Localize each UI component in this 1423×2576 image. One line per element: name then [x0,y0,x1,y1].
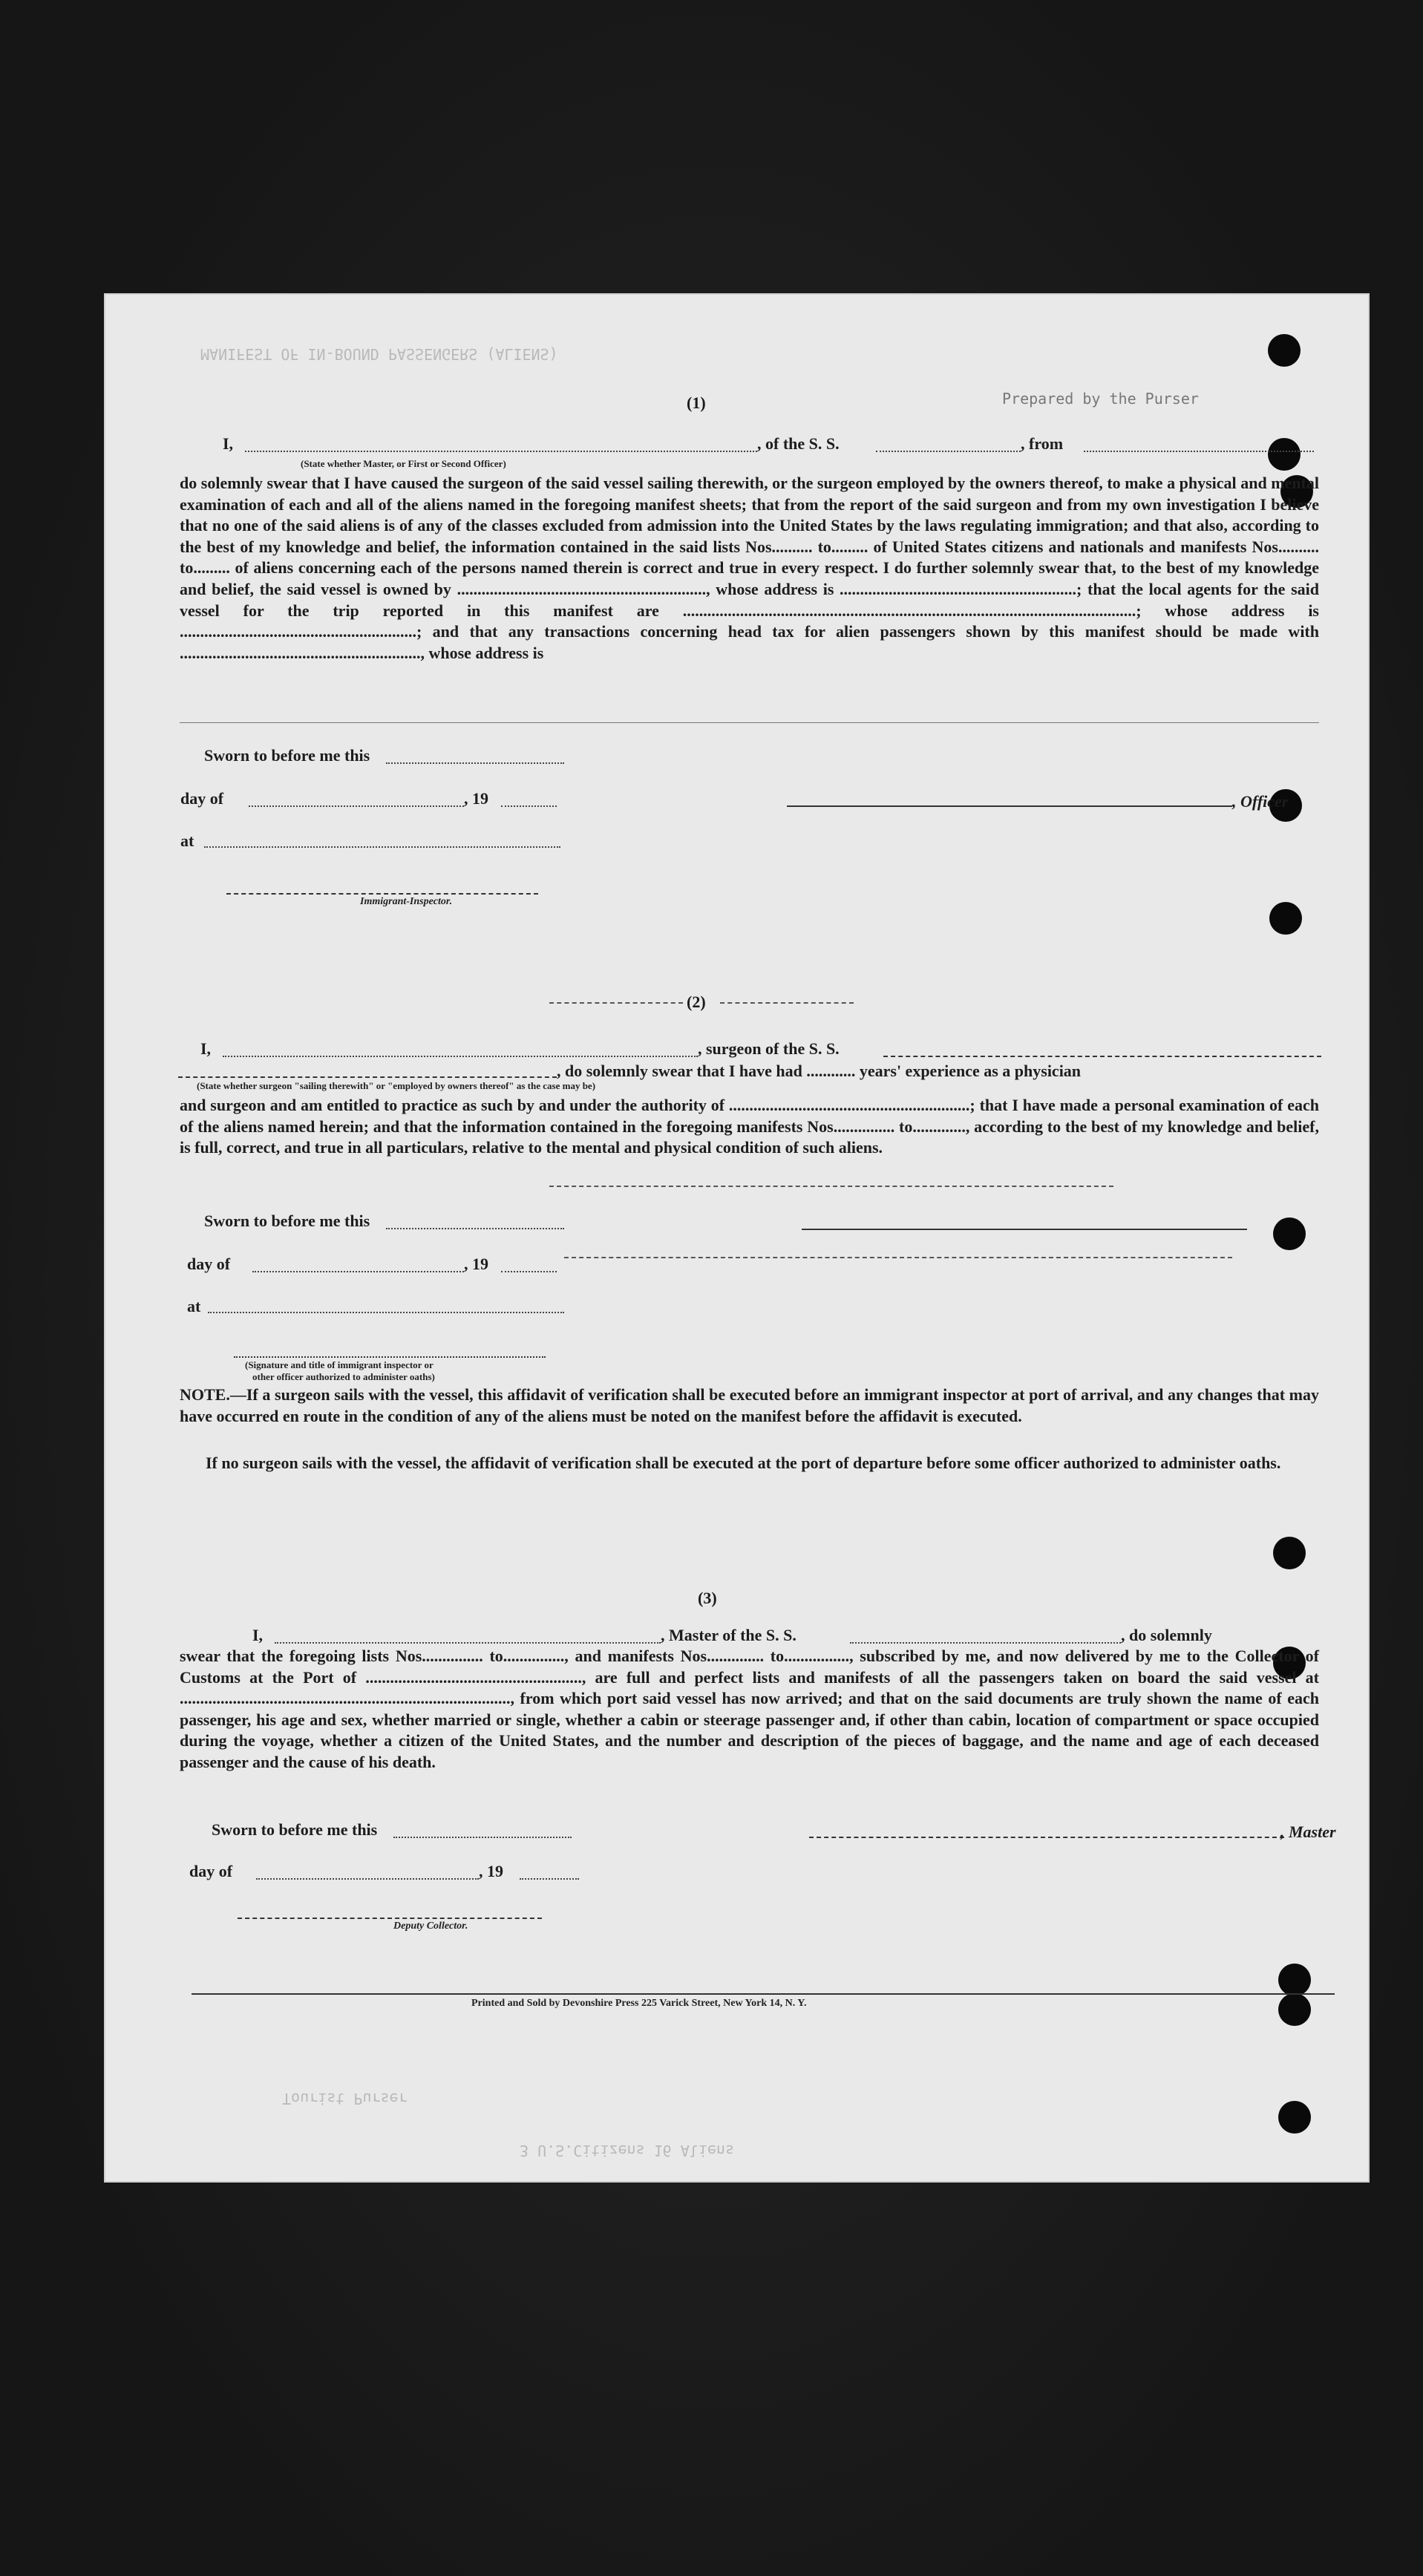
master-affidavit-of-ss: , of the S. S. [757,434,840,453]
sworn-label: Sworn to before me this [204,746,370,765]
collector-sworn-label: Sworn to before me this [212,1820,378,1839]
master-affidavit-i: I, [223,434,234,453]
bleed-through-count: 3 U.S.Citizens 16 Aliens [520,2142,734,2160]
collector-signature-line [238,1918,542,1919]
collector-day-blank [256,1878,479,1880]
bleed-through-tourist-purser: Tourist Purser [282,2090,408,2108]
section-number-2: (2) [687,993,706,1011]
year-blank [501,805,557,807]
surgeon-day-of-label: day of [187,1255,231,1273]
collector-label: Deputy Collector. [393,1920,468,1932]
collector-affidavit-body: swear that the foregoing lists Nos............... to..............., and manifests Nos.............. to................, subscribed by me, and now delivered by me to the Collector of Customs at the Port of ....................................................., are full and perfect lists and manifests of all the passengers taken on board the said vessel at ................................................................................., from which port said vessel has now arrived; and that on the said documents are truly shown the name of each passenger, his age and sex, whether married or single, whether a cabin or steerage passenger and, if other than cabin, location of compartment or space occupied during the voyage, whether a citizen of the United States, and the number and description of the pieces of baggage, and the name and age of each deceased passenger and the cause of his death. [180,1647,1319,1771]
name-blank [245,451,757,452]
punch-hole [1268,334,1301,367]
punch-hole [1273,1217,1306,1250]
surgeon-name-blank [223,1056,698,1057]
section-2-rule-right [720,1002,854,1004]
punch-hole [1268,438,1301,471]
collector-name-blank [275,1642,661,1644]
master-label: , Master [1280,1823,1336,1841]
collector-year-blank [520,1878,579,1880]
at-blank [204,846,560,848]
collector-swear: , do solemnly [1121,1626,1212,1644]
surgeon-note: NOTE.—If a surgeon sails with the vessel, this affidavit of verification shall be executed before an immigrant inspector at port of arrival, and any changes that may have occurred en route in the condition of any of the aliens must be noted on the manifest before the affidavit is executed. [180,1385,1319,1425]
surgeon-sworn-blank [386,1228,564,1229]
surgeon-year-label: , 19 [464,1255,488,1273]
bleed-through-purser: Prepared by the Purser [1002,390,1199,408]
surgeon-sig-caption-1: (Signature and title of immigrant inspector or [245,1359,434,1370]
surgeon-swear: , do solemnly swear that I have had ............ years' experience as a physician [557,1062,1082,1080]
master-affidavit-body: do solemnly swear that I have caused the surgeon of the said vessel sailing therewith, or the surgeon employed by the owners thereof, to make a physical and mental examination of each and all of the aliens named in the foregoing manifest sheets; that from the report of the said surgeon and from my own investigation I believe that no one of the said aliens is of any of the classes excluded from admission into the United States by the laws regulating immigration; and that also, according to the best of my knowledge and belief, the information contained in the said lists Nos.......... to......... of United States citizens and nationals and manifests Nos.......... to......... of aliens concerning each of the persons named therein is correct and true in every respect. I do further solemnly swear that, to the best of my knowledge and belief, the said vessel is owned by ............................................................., whose address is ..........................................................; that the local agents for the said vessel for the trip reported in this manifest are ...............................................................................................................; whose address is ..........................................................; and that any transactions concerning head tax for alien passengers shown by this manifest should be made with ..........................................................., whose address is [180,474,1319,662]
surgeon-signature-dash [564,1257,1232,1258]
collector-year-label: , 19 [479,1862,503,1880]
printer-imprint: Printed and Sold by Devonshire Press 225 Varick Street, New York 14, N. Y. [471,1998,807,2009]
surgeon-sworn-label: Sworn to before me this [204,1212,370,1230]
collector-master-of-ss: , Master of the S. S. [661,1626,796,1644]
year-label: , 19 [464,789,488,808]
ship-blank [876,451,1021,452]
footer-rule [192,1993,1335,1995]
surgeon-note-2: If no surgeon sails with the vessel, the affidavit of verification shall be executed at the port of departure before some officer authorized to administer oaths. [206,1454,1281,1472]
sworn-blank [386,762,564,764]
section-number-3: (3) [698,1589,717,1607]
punch-hole [1278,1964,1311,1996]
surgeon-affidavit-body: and surgeon and am entitled to practice as such by and under the authority of ...........................................................; that I have made a personal examination of each of the aliens named herein; and that the information contained in the foregoing manifests Nos............... to............., according to the best of my knowledge and belief, is full, correct, and true in all particulars, relative to the mental and physical condition of such aliens. [180,1096,1319,1157]
surgeon-divider [549,1186,1113,1187]
surgeon-ship-blank [883,1056,1321,1057]
punch-hole [1278,1993,1311,2026]
master-caption: (State whether Master, or First or Second Officer) [301,458,506,469]
section-2-rule-left [549,1002,683,1004]
punch-hole [1273,1537,1306,1569]
surgeon-year-blank [501,1271,557,1272]
surgeon-affidavit-i: I, [200,1039,212,1058]
punch-hole [1278,2101,1311,2134]
surgeon-of-ss: , surgeon of the S. S. [698,1039,840,1058]
collector-day-of-label: day of [189,1862,233,1880]
surgeon-type-blank [178,1076,557,1078]
punch-hole [1269,902,1302,935]
inspector-signature-line [226,893,538,895]
officer-signature-line [787,805,1232,807]
surgeon-sig-caption-2: other officer authorized to administer oaths) [252,1371,435,1382]
master-signature-line [809,1837,1284,1838]
collector-affidavit-i: I, [252,1626,264,1644]
manifest-page [104,293,1370,2183]
divider [180,722,1319,723]
surgeon-signature-line-left [234,1356,546,1358]
day-blank [249,805,464,807]
collector-ship-blank [850,1642,1121,1644]
collector-sworn-blank [393,1837,572,1838]
from-blank [1084,451,1314,452]
officer-label: , Officer [1232,792,1289,811]
surgeon-caption: (State whether surgeon "sailing therewith" or "employed by owners thereof" as the case may be) [197,1080,596,1091]
master-affidavit-from: , from [1021,434,1064,453]
inspector-label: Immigrant-Inspector. [360,896,453,907]
surgeon-day-blank [252,1271,464,1272]
surgeon-at-label: at [187,1297,201,1315]
surgeon-at-blank [208,1312,564,1313]
surgeon-signature-line [802,1229,1247,1230]
section-number-1: (1) [687,393,706,412]
at-label: at [180,831,194,850]
day-of-label: day of [180,789,224,808]
bleed-through-title: MANIFEST OF IN-BOUND PASSENGERS (ALIENS) [200,345,558,363]
